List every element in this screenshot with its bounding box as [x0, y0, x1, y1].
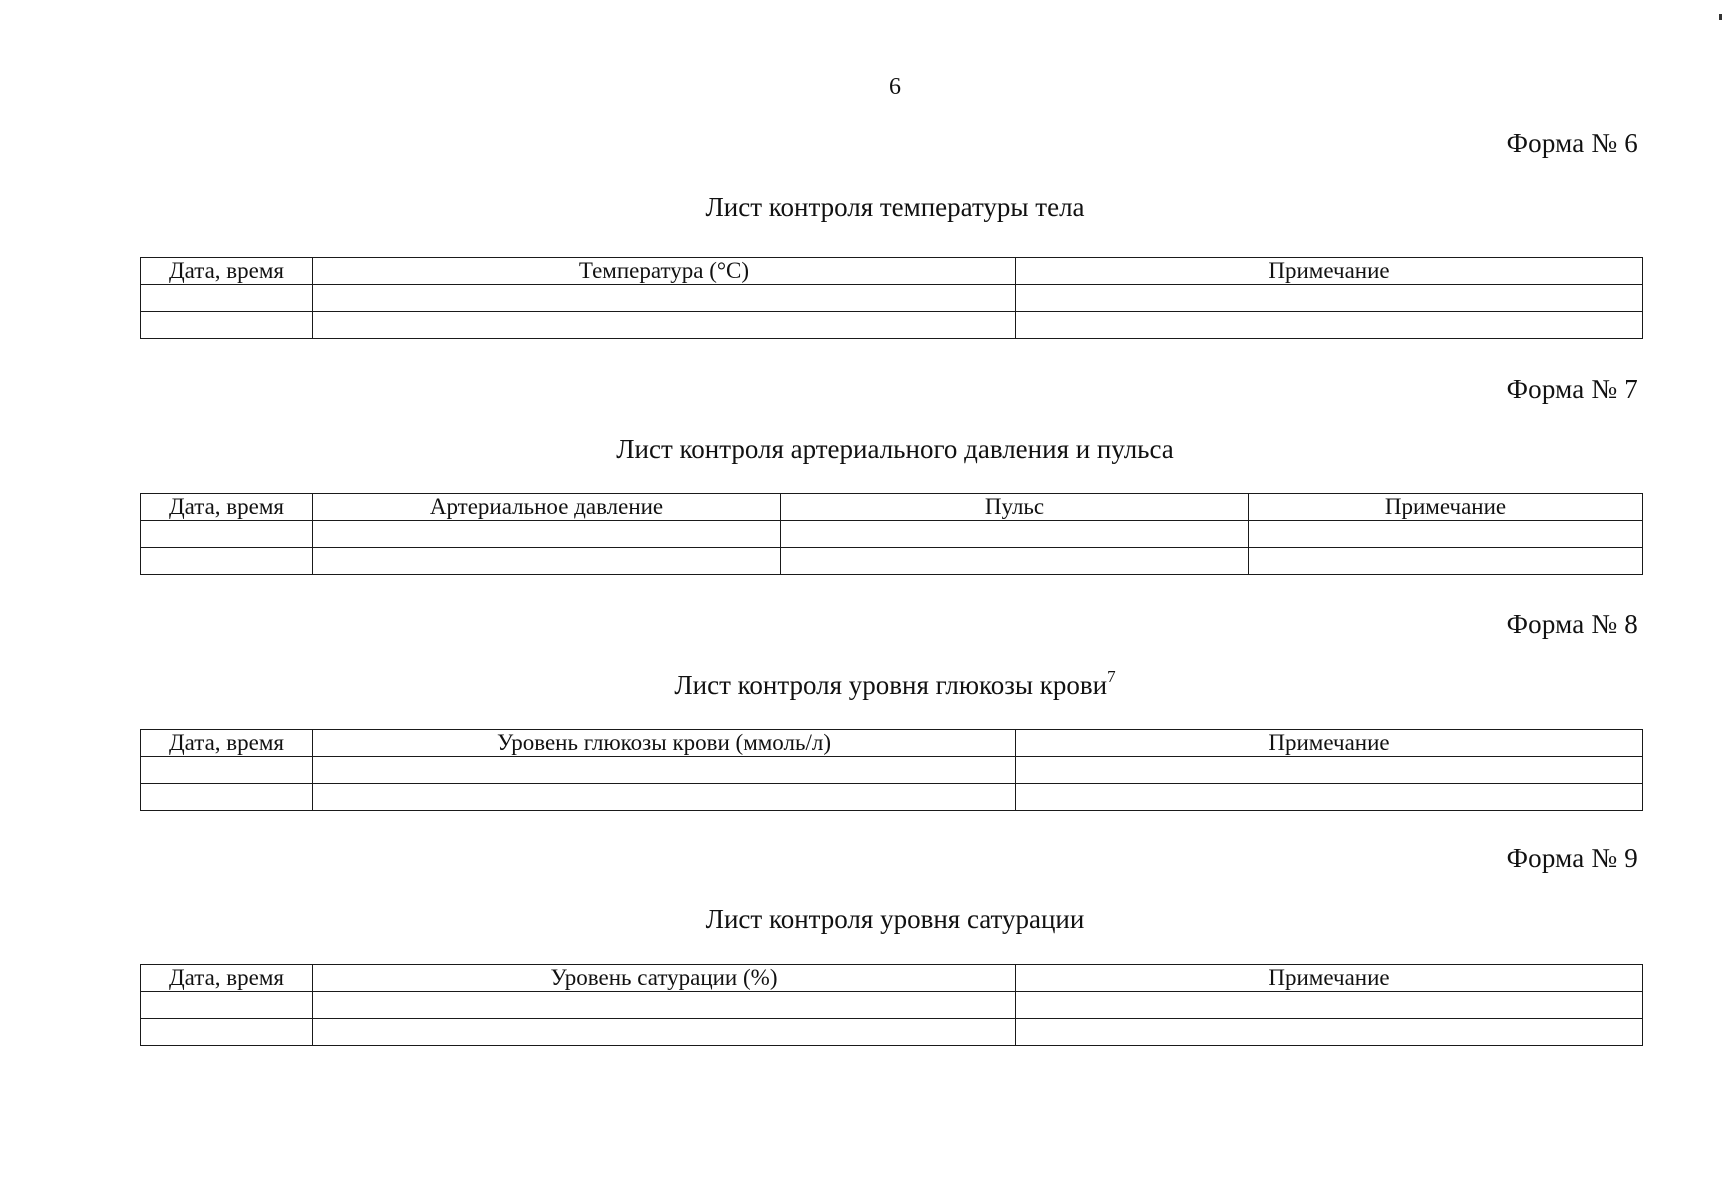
table-cell[interactable] — [1016, 1019, 1643, 1046]
column-header-note: Примечание — [1016, 730, 1643, 757]
table-cell[interactable] — [781, 548, 1249, 575]
table-header-row — [141, 965, 1643, 992]
table-cell[interactable] — [1249, 548, 1643, 575]
column-header-temperature: Температура (°C) — [313, 258, 1016, 285]
table-cell[interactable] — [313, 312, 1016, 339]
column-header-note: Примечание — [1249, 494, 1643, 521]
table-header-row — [141, 730, 1643, 757]
table-cell[interactable] — [313, 1019, 1016, 1046]
table-cell[interactable] — [313, 757, 1016, 784]
footnote-marker: 7 — [1107, 667, 1116, 686]
table-header-row — [141, 258, 1643, 285]
column-header-glucose-level: Уровень глюкозы крови (ммоль/л) — [313, 730, 1016, 757]
sheet-title — [0, 192, 1722, 223]
table-cell[interactable] — [313, 285, 1016, 312]
column-header-date-time: Дата, время — [141, 258, 313, 285]
table-cell[interactable] — [313, 548, 781, 575]
table-cell[interactable] — [1016, 784, 1643, 811]
sheet-title-text: Лист контроля температуры тела — [705, 192, 1085, 222]
table-row — [141, 285, 1643, 312]
table-cell[interactable] — [141, 992, 313, 1019]
form-label: Форма № 6 — [1506, 128, 1638, 158]
table-cell[interactable] — [141, 548, 313, 575]
column-header-pulse: Пульс — [781, 494, 1249, 521]
table-row — [141, 784, 1643, 811]
sheet-title — [0, 904, 1722, 935]
page-number: 6 — [889, 74, 901, 100]
table-cell[interactable] — [1016, 312, 1643, 339]
table-cell[interactable] — [1016, 285, 1643, 312]
column-header-date-time: Дата, время — [141, 494, 313, 521]
table-cell[interactable] — [313, 521, 781, 548]
table-cell[interactable] — [781, 521, 1249, 548]
column-header-saturation-level: Уровень сатурации (%) — [313, 965, 1016, 992]
sheet-title — [0, 434, 1722, 465]
table-cell[interactable] — [313, 992, 1016, 1019]
sheet-title-text: Лист контроля артериального давления и пульса — [616, 434, 1174, 464]
table-cell[interactable] — [141, 784, 313, 811]
table-cell[interactable] — [141, 521, 313, 548]
table-header-row — [141, 494, 1643, 521]
table-cell[interactable] — [141, 312, 313, 339]
form-label: Форма № 9 — [1506, 843, 1638, 873]
table-cell[interactable] — [141, 1019, 313, 1046]
column-header-blood-pressure: Артериальное давление — [313, 494, 781, 521]
blood-glucose-log-table — [140, 729, 1643, 811]
form-label: Форма № 7 — [1506, 374, 1638, 404]
table-cell[interactable] — [1016, 757, 1643, 784]
sheet-title-text: Лист контроля уровня сатурации — [705, 904, 1085, 934]
column-header-date-time: Дата, время — [141, 730, 313, 757]
table-cell[interactable] — [141, 757, 313, 784]
table-row — [141, 992, 1643, 1019]
table-row — [141, 1019, 1643, 1046]
table-cell[interactable] — [313, 784, 1016, 811]
table-cell[interactable] — [1016, 992, 1643, 1019]
sheet-title-text: Лист контроля уровня глюкозы крови — [674, 670, 1108, 700]
table-cell[interactable] — [141, 285, 313, 312]
temperature-log-table — [140, 257, 1643, 339]
column-header-note: Примечание — [1016, 965, 1643, 992]
table-row — [141, 757, 1643, 784]
table-cell[interactable] — [1249, 521, 1643, 548]
column-header-date-time: Дата, время — [141, 965, 313, 992]
form-label: Форма № 8 — [1506, 609, 1638, 639]
blood-pressure-pulse-log-table — [140, 493, 1643, 575]
table-row — [141, 548, 1643, 575]
sheet-title — [0, 669, 1722, 701]
column-header-note: Примечание — [1016, 258, 1643, 285]
table-row — [141, 312, 1643, 339]
saturation-log-table — [140, 964, 1643, 1046]
table-row — [141, 521, 1643, 548]
